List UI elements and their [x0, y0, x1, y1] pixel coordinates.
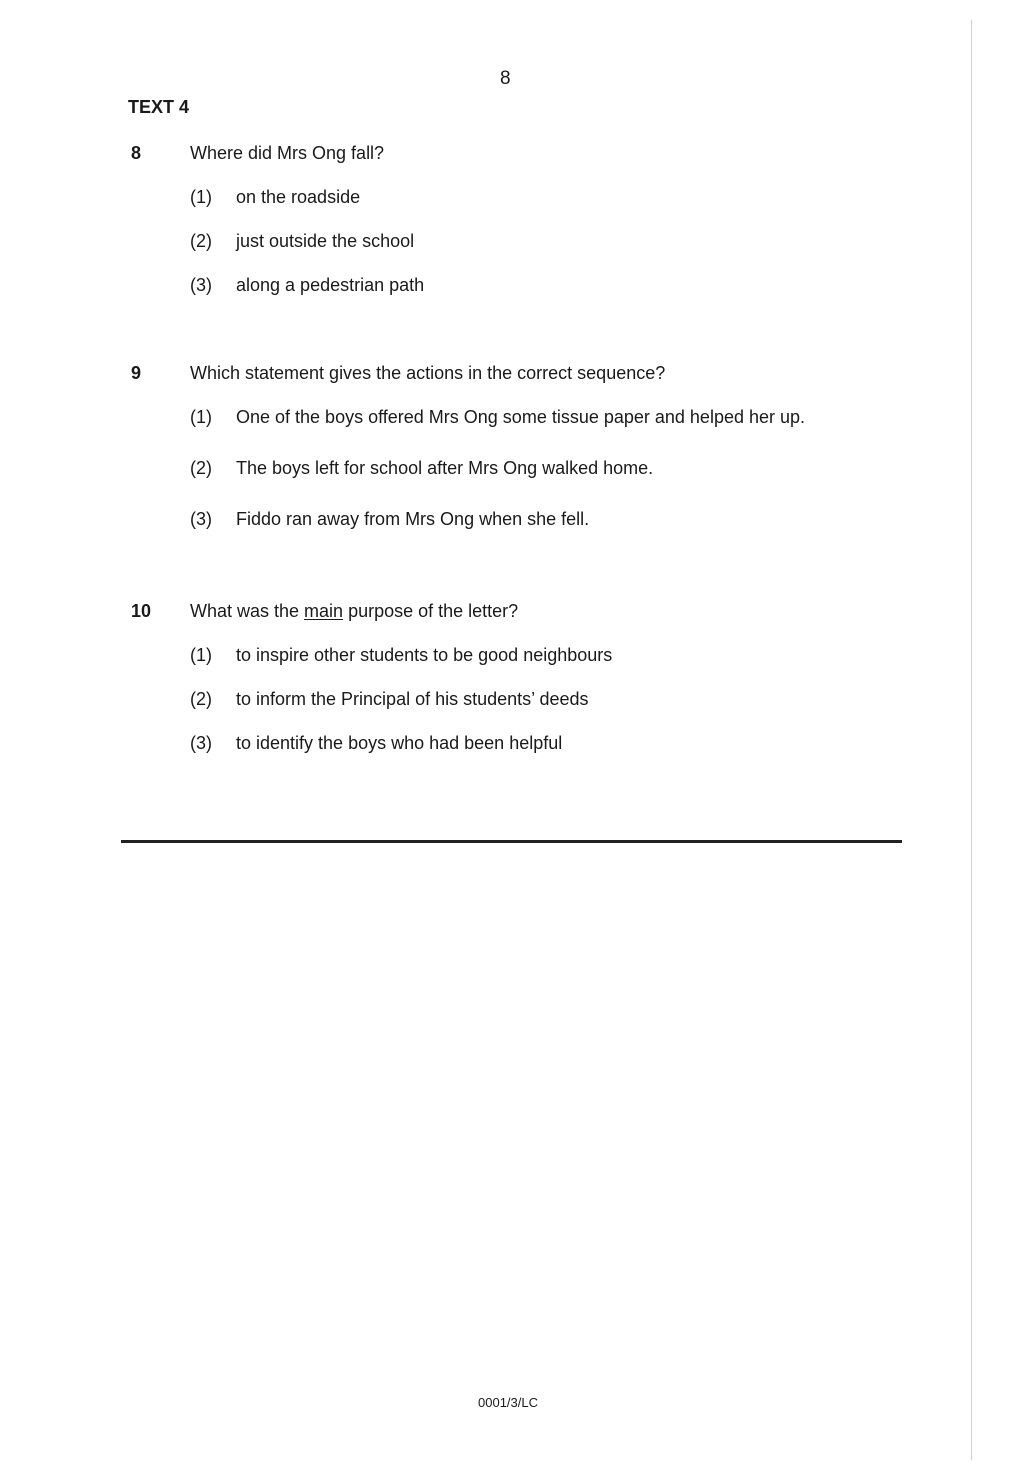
option-text: to identify the boys who had been helpful [236, 733, 563, 753]
answer-option[interactable] [190, 407, 805, 428]
option-text: Fiddo ran away from Mrs Ong when she fell. [236, 509, 590, 529]
footer-code: 0001/3/LC [478, 1395, 538, 1410]
question-text: Where did Mrs Ong fall? [190, 143, 385, 163]
page-number: 8 [500, 68, 511, 89]
question-number: 10 [131, 601, 152, 621]
question-text-end: purpose of the letter? [343, 601, 519, 621]
option-text: on the roadside [236, 187, 361, 207]
option-text: One of the boys offered Mrs Ong some tissue paper and helped her up. [236, 407, 806, 427]
option-label: (2) [190, 231, 212, 251]
option-label: (1) [190, 407, 212, 427]
question-text: Which statement gives the actions in the correct sequence? [190, 363, 666, 383]
answer-option[interactable] [190, 733, 562, 754]
page-margin-line [971, 20, 972, 1460]
option-text: to inform the Principal of his students’ deeds [236, 689, 589, 709]
answer-option[interactable] [190, 509, 589, 530]
section-divider [121, 840, 902, 843]
question-text [190, 601, 518, 622]
option-text: The boys left for school after Mrs Ong walked home. [236, 458, 654, 478]
option-label: (2) [190, 458, 212, 478]
option-text: to inspire other students to be good neighbours [236, 645, 613, 665]
option-label: (1) [190, 187, 212, 207]
question-text-emphasis: main [304, 601, 344, 621]
answer-option[interactable] [190, 458, 653, 479]
question-number: 8 [131, 143, 142, 163]
answer-option[interactable] [190, 231, 414, 252]
option-text: along a pedestrian path [236, 275, 425, 295]
section-title: TEXT 4 [128, 97, 190, 117]
option-label: (3) [190, 509, 212, 529]
option-label: (3) [190, 733, 212, 753]
question-number: 9 [131, 363, 142, 383]
answer-option[interactable] [190, 689, 589, 710]
option-label: (3) [190, 275, 212, 295]
option-label: (1) [190, 645, 212, 665]
option-label: (2) [190, 689, 212, 709]
answer-option[interactable] [190, 187, 360, 208]
answer-option[interactable] [190, 645, 612, 666]
option-text: just outside the school [236, 231, 415, 251]
question-text-start: What was the [190, 601, 305, 621]
answer-option[interactable] [190, 275, 424, 296]
